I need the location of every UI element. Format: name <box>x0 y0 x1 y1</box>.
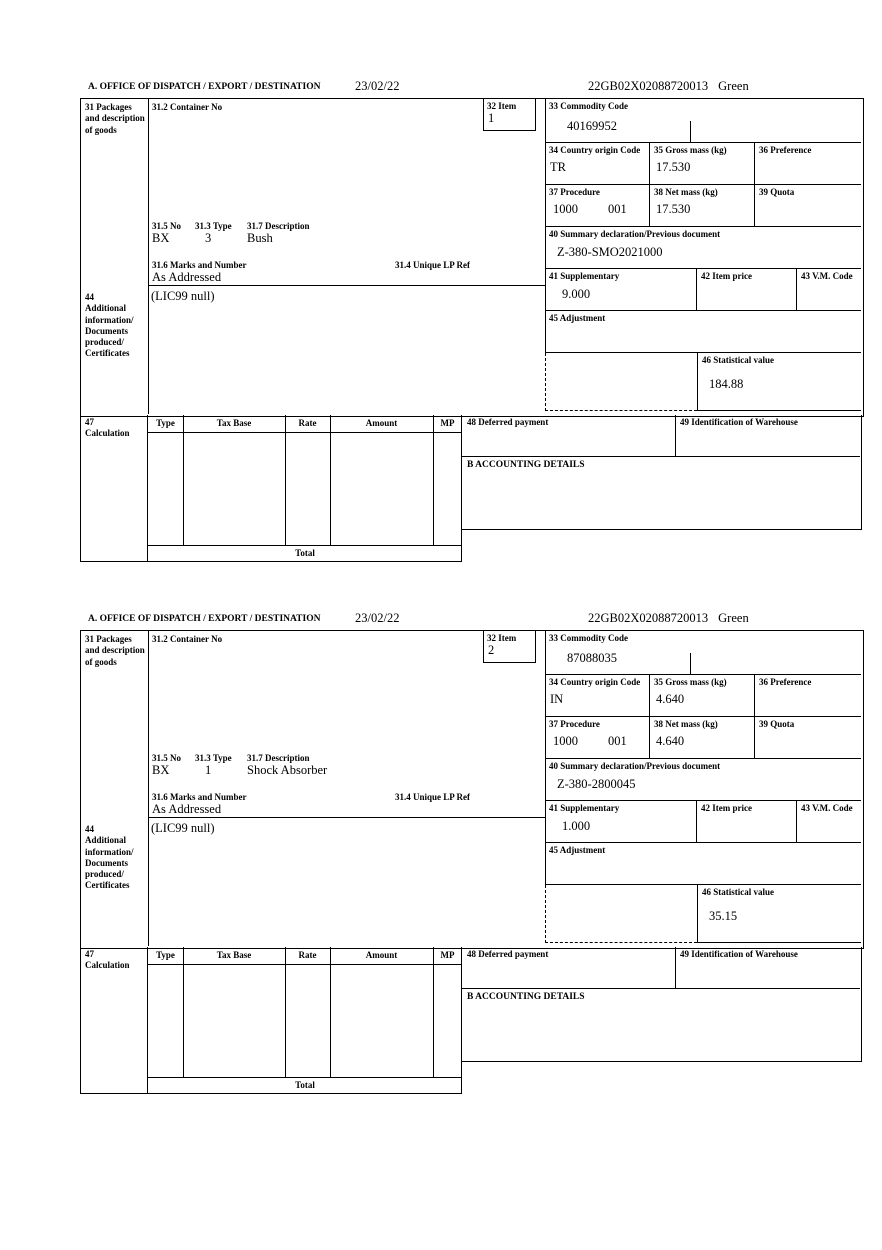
box33-label: 33 Commodity Code <box>549 633 628 643</box>
package-code-value: BX <box>152 763 170 777</box>
box42-label: 42 Item price <box>701 271 752 281</box>
procedure-value: 1000 <box>553 202 578 216</box>
additional-info-value: (LIC99 null) <box>151 289 215 303</box>
table-total-rule <box>148 1077 462 1078</box>
previous-document-value: Z-380-2800045 <box>557 777 636 791</box>
declaration-item-section <box>80 80 863 562</box>
box41-label: 41 Supplementary <box>549 271 620 281</box>
column-header-tax-base: Tax Base <box>216 950 252 960</box>
table-header-rule <box>148 432 462 433</box>
box47-text: Calculation <box>85 960 130 971</box>
table-column-line-2 <box>285 415 286 545</box>
box33-label: 33 Commodity Code <box>549 101 628 111</box>
box42-label: 42 Item price <box>701 803 752 813</box>
box37-label: 37 Procedure <box>549 187 600 197</box>
box42-item-price-cell <box>697 801 797 843</box>
goods-item-box <box>80 630 864 949</box>
accounting-box <box>462 947 862 1062</box>
box44-label <box>81 824 143 892</box>
box46-continuation-region <box>545 885 697 943</box>
column-header-amount: Amount <box>365 950 398 960</box>
accounting-rule <box>462 988 860 989</box>
accounting-details-heading: B ACCOUNTING DETAILS <box>467 992 585 1002</box>
accounting-rule <box>462 456 860 457</box>
box44-separator-line <box>149 285 546 286</box>
box32-item-label: 32 Item <box>487 633 517 643</box>
box44-text: Additional information/ Documents produced/ Certificates <box>85 303 134 359</box>
box44-label <box>81 292 143 360</box>
box47-number: 47 <box>85 949 94 959</box>
gross-mass-value: 4.640 <box>656 692 685 706</box>
box34-country-origin-cell <box>545 143 650 185</box>
declaration-date: 23/02/22 <box>355 79 400 93</box>
supplementary-units-value: 1.000 <box>562 819 591 833</box>
column-header-rate: Rate <box>298 950 317 960</box>
supplementary-units-value: 9.000 <box>562 287 591 301</box>
box31-3-type-label: 31.3 Type <box>195 753 232 763</box>
box36-preference-cell <box>755 143 861 185</box>
box41-supplementary-cell <box>545 269 697 311</box>
box37-label: 37 Procedure <box>549 719 600 729</box>
net-mass-value: 17.530 <box>656 202 691 216</box>
box45-label: 45 Adjustment <box>549 845 606 855</box>
box47-calculation-table <box>148 415 462 562</box>
table-column-line-3 <box>330 415 331 545</box>
box31-4-unique-lp-label: 31.4 Unique LP Ref <box>395 260 471 270</box>
marks-value: As Addressed <box>152 270 222 284</box>
table-header-rule <box>148 964 462 965</box>
column-header-mp: MP <box>440 950 455 960</box>
mrn-number: 22GB02X02088720013 <box>588 611 709 625</box>
box48-49-divider <box>675 947 676 988</box>
box34-country-origin-cell <box>545 675 650 717</box>
box31-6-marks-label: 31.6 Marks and Number <box>152 792 247 802</box>
box44-number: 44 <box>85 824 94 834</box>
accounting-box <box>462 415 862 530</box>
declaration-reference <box>588 80 749 94</box>
box48-deferred-payment-label: 48 Deferred payment <box>467 417 549 427</box>
column-header-rate: Rate <box>298 418 317 428</box>
procedure-additional-value: 001 <box>608 734 627 748</box>
previous-document-value: Z-380-SMO2021000 <box>557 245 663 259</box>
column-header-type: Type <box>156 950 175 960</box>
box47-calculation-table <box>148 947 462 1094</box>
box31-4-unique-lp-label: 31.4 Unique LP Ref <box>395 792 471 802</box>
box48-49-divider <box>675 415 676 456</box>
box39-label: 39 Quota <box>759 719 795 729</box>
goods-description-value: Shock Absorber <box>247 763 328 777</box>
total-label: Total <box>295 1080 315 1090</box>
box35-gross-mass-cell <box>650 143 755 185</box>
box40-previous-document-cell <box>545 227 861 269</box>
table-column-line-3 <box>330 947 331 1077</box>
box39-label: 39 Quota <box>759 187 795 197</box>
country-origin-value: IN <box>550 692 564 706</box>
procedure-value: 1000 <box>553 734 578 748</box>
item-number-value: 1 <box>488 111 495 125</box>
box31-2-container-label: 31.2 Container No <box>152 102 223 112</box>
total-label: Total <box>295 548 315 558</box>
box40-label: 40 Summary declaration/Previous document <box>549 229 721 239</box>
box44-separator-line <box>149 817 546 818</box>
box39-quota-cell <box>755 185 861 227</box>
box43-vm-code-cell <box>797 269 861 311</box>
table-total-rule <box>148 545 462 546</box>
box41-supplementary-cell <box>545 801 697 843</box>
package-code-value: BX <box>152 231 170 245</box>
commodity-code-separator <box>690 121 691 142</box>
box36-label: 36 Preference <box>759 677 812 687</box>
box45-adjustment-cell <box>545 843 861 885</box>
package-count-value: 3 <box>205 231 212 245</box>
net-mass-value: 4.640 <box>656 734 685 748</box>
goods-item-box <box>80 98 864 417</box>
box31-7-description-label: 31.7 Description <box>247 221 310 231</box>
routing-status: Green <box>718 611 749 625</box>
gross-mass-value: 17.530 <box>656 160 691 174</box>
commodity-code-value: 87088035 <box>567 651 617 665</box>
box47-text: Calculation <box>85 428 130 439</box>
column-header-type: Type <box>156 418 175 428</box>
statistical-value: 35.15 <box>709 909 738 923</box>
declaration-date: 23/02/22 <box>355 611 400 625</box>
table-column-line-4 <box>433 415 434 545</box>
table-column-line-1 <box>183 947 184 1077</box>
box42-item-price-cell <box>697 269 797 311</box>
box38-label: 38 Net mass (kg) <box>654 719 718 729</box>
commodity-code-separator <box>690 653 691 674</box>
box46-continuation-region <box>545 353 697 411</box>
package-count-value: 1 <box>205 763 212 777</box>
box35-label: 35 Gross mass (kg) <box>654 145 727 155</box>
mrn-number: 22GB02X02088720013 <box>588 79 709 93</box>
box45-label: 45 Adjustment <box>549 313 606 323</box>
box46-label: 46 Statistical value <box>702 355 774 365</box>
office-of-dispatch-heading: A. OFFICE OF DISPATCH / EXPORT / DESTINATION <box>88 82 321 92</box>
declaration-item-section <box>80 612 863 1094</box>
box39-quota-cell <box>755 717 861 759</box>
box35-gross-mass-cell <box>650 675 755 717</box>
box31-2-container-label: 31.2 Container No <box>152 634 223 644</box>
office-of-dispatch-heading: A. OFFICE OF DISPATCH / EXPORT / DESTINATION <box>88 614 321 624</box>
table-column-line-1 <box>183 415 184 545</box>
box45-adjustment-cell <box>545 311 861 353</box>
box35-label: 35 Gross mass (kg) <box>654 677 727 687</box>
box34-label: 34 Country origin Code <box>549 145 641 155</box>
declaration-reference <box>588 612 749 626</box>
box36-preference-cell <box>755 675 861 717</box>
box33-commodity-code-cell <box>545 99 861 143</box>
additional-info-value: (LIC99 null) <box>151 821 215 835</box>
box31-5-no-label: 31.5 No <box>152 221 181 231</box>
box44-number: 44 <box>85 292 94 302</box>
box32-item-box <box>483 99 536 131</box>
procedure-additional-value: 001 <box>608 202 627 216</box>
box43-vm-code-cell <box>797 801 861 843</box>
box46-statistical-value-cell <box>697 885 861 943</box>
box31-5-no-label: 31.5 No <box>152 753 181 763</box>
country-origin-value: TR <box>550 160 566 174</box>
box40-label: 40 Summary declaration/Previous document <box>549 761 721 771</box>
box49-warehouse-label: 49 Identification of Warehouse <box>680 949 798 959</box>
box31-7-description-label: 31.7 Description <box>247 753 310 763</box>
goods-description-value: Bush <box>247 231 273 245</box>
box31-3-type-label: 31.3 Type <box>195 221 232 231</box>
box31-packages-label: 31 Packages and description of goods <box>81 631 149 946</box>
box32-item-box <box>483 631 536 663</box>
box47-calculation-label-cell <box>80 947 148 1094</box>
commodity-code-value: 40169952 <box>567 119 617 133</box>
box41-label: 41 Supplementary <box>549 803 620 813</box>
box36-label: 36 Preference <box>759 145 812 155</box>
box46-label: 46 Statistical value <box>702 887 774 897</box>
box43-label: 43 V.M. Code <box>801 803 853 813</box>
box38-net-mass-cell <box>650 185 755 227</box>
marks-value: As Addressed <box>152 802 222 816</box>
box38-label: 38 Net mass (kg) <box>654 187 718 197</box>
box34-label: 34 Country origin Code <box>549 677 641 687</box>
box37-procedure-cell <box>545 185 650 227</box>
box37-procedure-cell <box>545 717 650 759</box>
box49-warehouse-label: 49 Identification of Warehouse <box>680 417 798 427</box>
box47-number: 47 <box>85 417 94 427</box>
statistical-value: 184.88 <box>709 377 744 391</box>
table-column-line-4 <box>433 947 434 1077</box>
box43-label: 43 V.M. Code <box>801 271 853 281</box>
box32-item-label: 32 Item <box>487 101 517 111</box>
box31-packages-label: 31 Packages and description of goods <box>81 99 149 414</box>
column-header-tax-base: Tax Base <box>216 418 252 428</box>
box38-net-mass-cell <box>650 717 755 759</box>
box40-previous-document-cell <box>545 759 861 801</box>
column-header-amount: Amount <box>365 418 398 428</box>
routing-status: Green <box>718 79 749 93</box>
column-header-mp: MP <box>440 418 455 428</box>
box48-deferred-payment-label: 48 Deferred payment <box>467 949 549 959</box>
item-number-value: 2 <box>488 643 495 657</box>
box31-6-marks-label: 31.6 Marks and Number <box>152 260 247 270</box>
box46-statistical-value-cell <box>697 353 861 411</box>
accounting-details-heading: B ACCOUNTING DETAILS <box>467 460 585 470</box>
table-column-line-2 <box>285 947 286 1077</box>
box33-commodity-code-cell <box>545 631 861 675</box>
box44-text: Additional information/ Documents produced/ Certificates <box>85 835 134 891</box>
box47-calculation-label-cell <box>80 415 148 562</box>
